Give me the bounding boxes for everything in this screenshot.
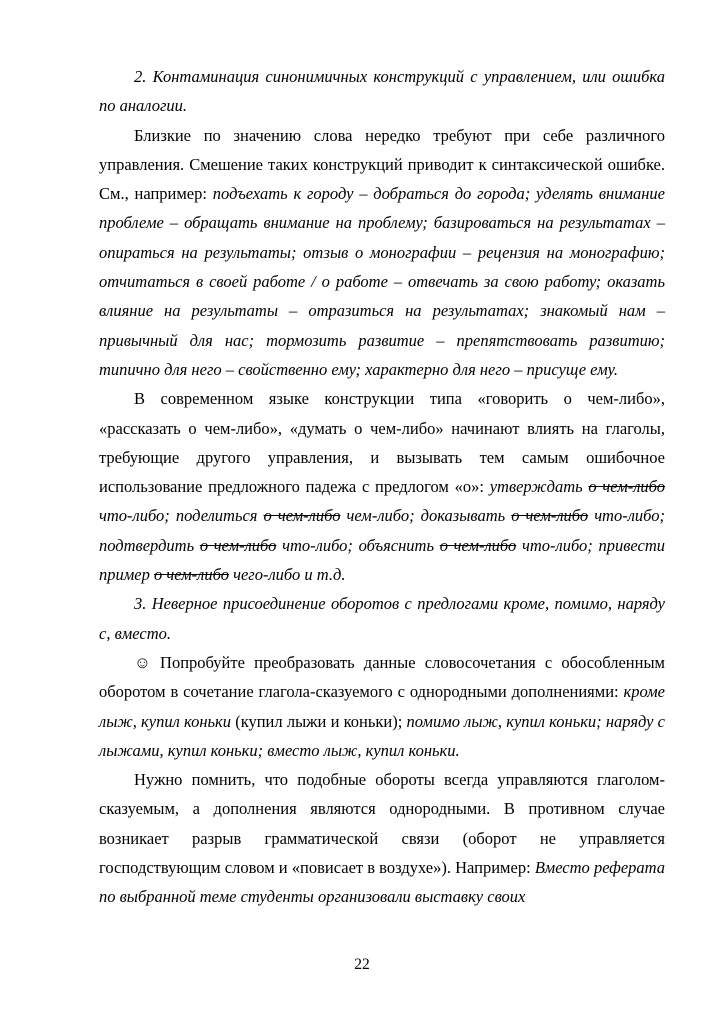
text-segment: подъехать к городу – добраться до города; уделять внимание проблеме – обращать внимание на проблему; базироваться на результатах – опираться на результаты; отзыв о монографии – рецензия на монографию; отчитаться в своей работе / о работе – отвечать за свою работу; оказать влияние на результаты – отразиться на результатах; знакомый нам – привычный для нас; тормозить развитие – препятствовать развитию; типично для него – свойственно ему; характерно для него – присуще ему. [99,184,665,379]
text-segment: о чем-либо [588,477,666,497]
text-segment: кроме лыж, купил коньки [99,682,665,731]
text-segment: Нужно помнить, что подобные обороты всегда управляются глаголом-сказуемым, а дополнения являются однородными. В противном случае возникает разрыв грамматической связи (оборот не управляется господствующим словом и «повисает в воздухе»). Например: [99,770,665,878]
text-segment: утверждать [489,477,589,497]
text-segment: чего-либо и т.д. [228,565,346,585]
text-segment: о чем-либо [199,535,277,555]
text-segment: 2. Контаминация синонимичных конструкций с управлением, или ошибка по аналогии. [99,67,665,116]
text-segment: что-либо; подтвердить [99,506,665,555]
text-segment: Попробуйте преобразовать данные словосочетания с обособленным оборотом в сочетание глагола-сказуемого с однородными дополнениями: [99,652,665,702]
paragraph-exercise-smiley [99,648,665,765]
paragraph-preposition-o-errors [99,384,665,589]
paragraph-rule-explanation [99,765,665,911]
text-segment: Близкие по значению слова нередко требуют при себе различного управления. Смешение таких конструкций приводит к синтаксической ошибке. См., например: [99,125,665,204]
paragraph-heading-item-3 [99,589,665,648]
text-segment: о чем-либо [153,565,229,585]
text-segment: что-либо; объяснить [276,535,440,555]
text-segment: о чем-либо [511,506,589,526]
text-segment: (купил лыжи и коньки); [235,711,407,731]
paragraph-heading-item-2 [99,62,665,121]
text-segment: помимо лыж, купил коньки; наряду с лыжами, купил коньки; вместо лыж, купил коньки. [99,711,665,760]
text-segment: что-либо; поделиться [99,506,264,526]
page-number: 22 [354,956,370,973]
text-segment: чем-либо; доказывать [340,506,512,526]
text-segment: ☺ [134,652,161,672]
document-body [99,62,665,912]
text-segment: Вместо реферата по выбранной теме студенты организовали выставку своих [99,858,666,907]
paragraph-contamination-intro [99,121,665,385]
text-segment: В современном языке конструкции типа «говорить о чем-либо», «рассказать о чем-либо», «думать о чем-либо» начинают влиять на глаголы, требующие другого управления, и вызывать тем самым ошибочное использование предложного падежа с предлогом «о»: [99,389,665,497]
text-segment: о чем-либо [439,535,517,555]
text-segment: что-либо; привести пример [99,535,666,585]
text-segment: 3. Неверное присоединение оборотов с предлогами кроме, помимо, наряду с, вместо. [99,594,665,643]
text-segment: о чем-либо [263,506,341,526]
